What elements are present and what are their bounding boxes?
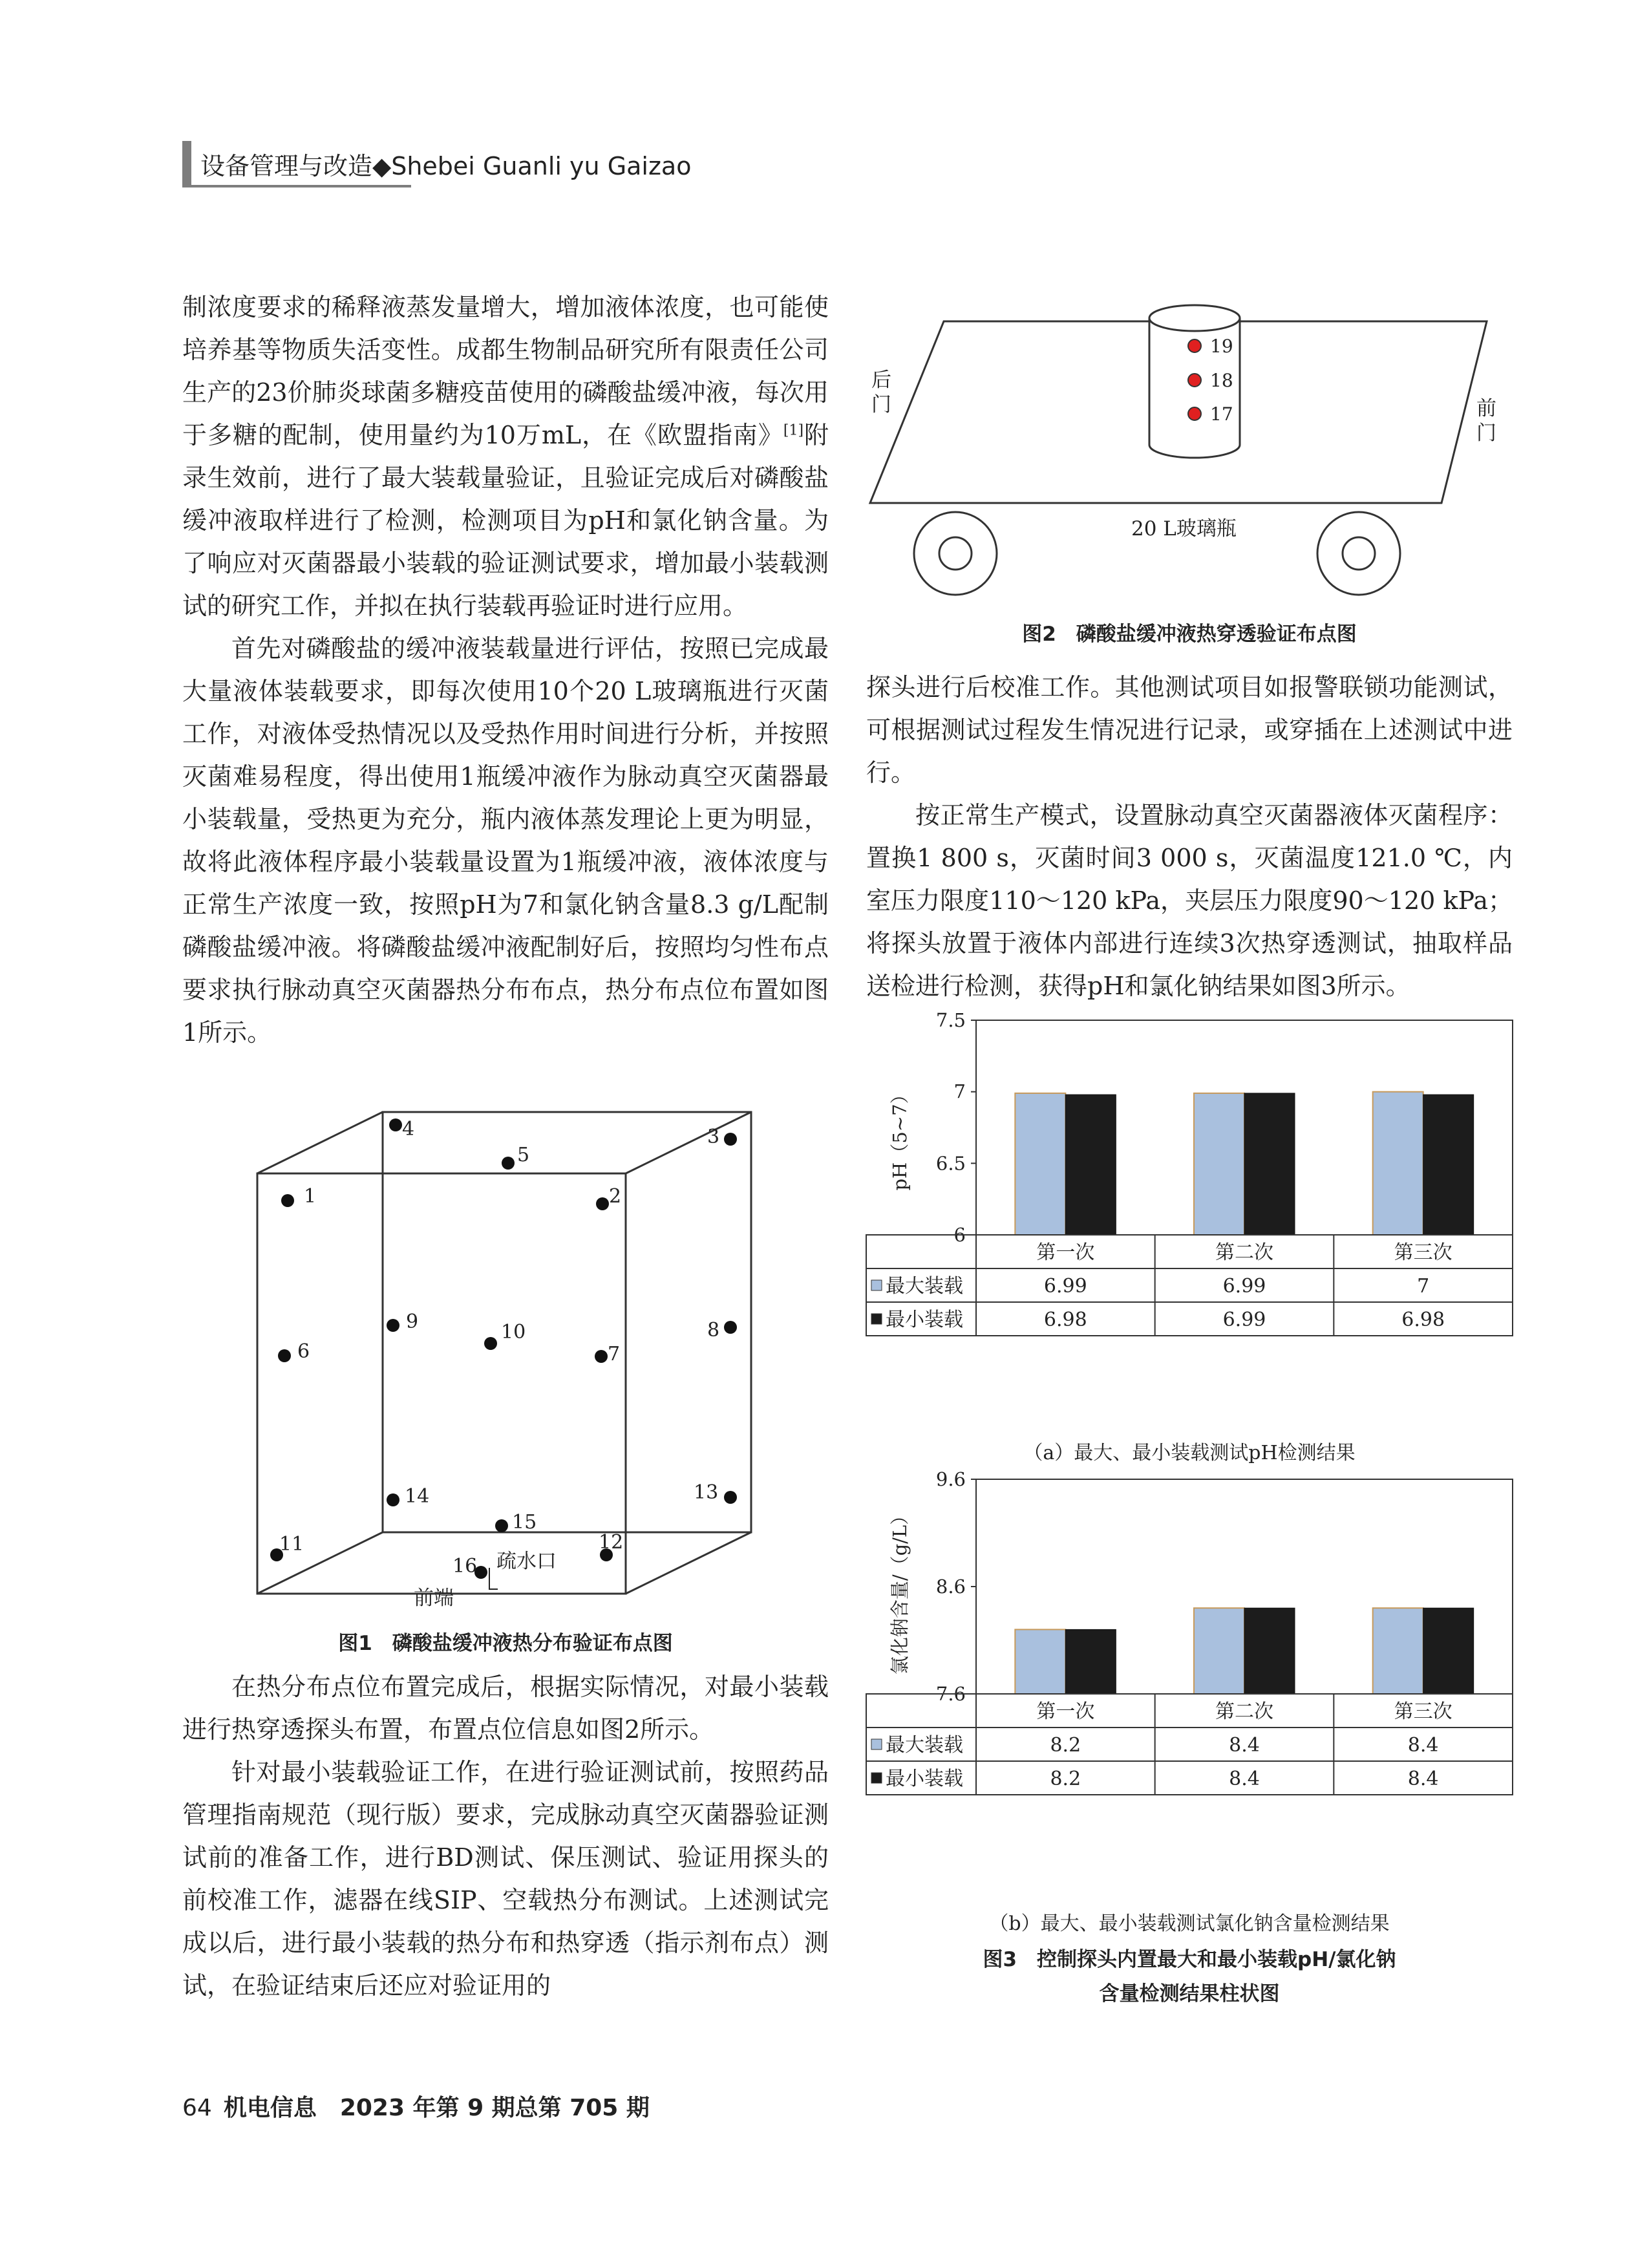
header-bar [182, 141, 191, 185]
data-label: 8.4 [1407, 1768, 1439, 1790]
paragraph: 首先对磷酸盐的缓冲液装载量进行评估，按照已完成最大量液体装载要求，即每次使用10个20 L玻璃瓶进行灭菌工作，对液体受热情况以及受热作用时间进行分析，并按照灭菌难易程度，得出使用1瓶缓冲液作为脉动真空灭菌器最小装载量，受热更为充分，瓶内液体蒸发理论上更为明显，故将此液体程序最小装载量设置为1瓶缓冲液，液体浓度与正常生产浓度一致，按照pH为7和氯化钠含量8.3 g/L配制磷酸盐缓冲液。将磷酸盐缓冲液配制好后，按照均匀性布点要求执行脉动真空灭菌器热分布布点，热分布点位布置如图1所示。 [182, 634, 829, 1047]
data-label: 8.4 [1407, 1734, 1439, 1757]
data-label: 8.4 [1229, 1768, 1260, 1790]
cube-front-face [257, 1173, 626, 1594]
front-door-label: 前门 [1476, 397, 1496, 445]
bar-min-load-3 [1423, 1095, 1474, 1235]
figure2-caption: 图2 磷酸盐缓冲液热穿透验证布点图 [1022, 623, 1357, 646]
front-label: 前端 [414, 1587, 454, 1610]
measurement-point-9 [387, 1319, 399, 1332]
point-label-3: 3 [707, 1126, 720, 1148]
bar-min-load-1 [1065, 1629, 1116, 1694]
measurement-point-1 [281, 1194, 294, 1207]
probe-label-17: 17 [1210, 403, 1233, 425]
point-label-9: 9 [406, 1311, 419, 1333]
paragraph: 针对最小装载验证工作，在进行验证测试前，按照药品管理指南规范（现行版）要求，完成脉动真空灭菌器验证测试前的准备工作，进行BD测试、保压测试、验证用探头的前校准工作，滤器在线SIP、空载热分布测试。上述测试完成以后，进行最小装载的热分布和热穿透（指示剂布点）测试，在验证结束后还应对验证用的 [182, 1758, 829, 2000]
y-tick-label: 9.6 [935, 1468, 966, 1490]
legend-label: 最小装载 [886, 1309, 963, 1331]
paragraph: 在热分布点位布置完成后，根据实际情况，对最小装载进行热穿透探头布置，布置点位信息如图2所示。 [182, 1673, 829, 1744]
data-label: 6.99 [1043, 1275, 1087, 1298]
left-column-top [182, 286, 829, 1054]
bar-min-load-1 [1065, 1095, 1116, 1235]
legend-label: 最大装载 [886, 1734, 963, 1757]
y-axis-label: pH（5~7） [889, 1085, 911, 1191]
category-label: 第二次 [1215, 1700, 1273, 1723]
legend-swatch [871, 1739, 882, 1749]
probe-point-17 [1188, 407, 1201, 420]
page-footer [182, 2090, 650, 2123]
legend-swatch [871, 1280, 882, 1290]
bar-max-load-2 [1194, 1093, 1244, 1235]
y-tick-label: 7.6 [935, 1683, 966, 1705]
bar-max-load-3 [1373, 1092, 1423, 1235]
figure1-caption: 图1 磷酸盐缓冲液热分布验证布点图 [338, 1632, 673, 1655]
probe-point-18 [1188, 374, 1201, 387]
data-label: 6.99 [1222, 1275, 1266, 1298]
point-label-12: 12 [599, 1531, 624, 1554]
data-label: 8.4 [1229, 1734, 1260, 1757]
point-label-5: 5 [517, 1144, 530, 1166]
bar-max-load-2 [1194, 1608, 1244, 1694]
category-label: 第一次 [1036, 1700, 1095, 1723]
figure1-diagram [233, 1099, 789, 1629]
figure2-diagram [860, 291, 1506, 627]
y-tick-label: 6 [953, 1224, 966, 1246]
measurement-point-4 [389, 1118, 402, 1131]
point-label-10: 10 [501, 1321, 526, 1343]
y-tick-label: 8.6 [935, 1576, 966, 1598]
data-label: 8.2 [1050, 1768, 1081, 1790]
chart-nacl-caption: （b）最大、最小装载测试氯化钠含量检测结果 [989, 1912, 1390, 1935]
figure3-caption-line2: 含量检测结果柱状图 [1099, 1982, 1280, 2006]
y-tick-label: 7 [953, 1080, 966, 1103]
measurement-point-10 [484, 1337, 497, 1350]
bar-min-load-3 [1423, 1608, 1474, 1694]
page-number: 64 [182, 2095, 212, 2121]
paragraph: 制浓度要求的稀释液蒸发量增大，增加液体浓度，也可能使培养基等物质失活变性。成都生物制品研究所有限责任公司生产的23价肺炎球菌多糖疫苗使用的磷酸盐缓冲液，每次用于多糖的配制，使用量约为10万mL，在《欧盟指南》[1]附录生效前，进行了最大装载量验证，且验证完成后对磷酸盐缓冲液取样进行了检测，检测项目为pH和氯化钠含量。为了响应对灭菌器最小装载的验证测试要求，增加最小装载测试的研究工作，并拟在执行装载再验证时进行应用。 [182, 293, 829, 620]
category-label: 第一次 [1036, 1241, 1095, 1264]
bottle-label: 20 L玻璃瓶 [1131, 517, 1237, 540]
cube-back-face [383, 1112, 751, 1532]
chart-nacl [860, 1468, 1519, 1920]
data-label: 7 [1417, 1275, 1430, 1298]
point-label-4: 4 [402, 1118, 415, 1140]
running-header: 设备管理与改造◆Shebei Guanli yu Gaizao [200, 152, 692, 180]
measurement-point-6 [278, 1349, 291, 1362]
legend-label: 最大装载 [886, 1275, 963, 1298]
point-label-8: 8 [707, 1319, 720, 1342]
measurement-point-7 [595, 1350, 608, 1363]
bar-max-load-1 [1015, 1093, 1065, 1235]
bar-max-load-3 [1373, 1608, 1423, 1694]
measurement-point-8 [724, 1321, 737, 1334]
header-underline [182, 185, 411, 187]
point-label-16: 16 [452, 1555, 478, 1578]
data-label: 6.99 [1222, 1309, 1266, 1331]
chart-ph-caption: （a）最大、最小装载测试pH检测结果 [1023, 1442, 1356, 1464]
measurement-point-5 [502, 1157, 515, 1170]
measurement-point-13 [724, 1491, 737, 1504]
paragraph: 按正常生产模式，设置脉动真空灭菌器液体灭菌程序：置换1 800 s，灭菌时间3 000 s，灭菌温度121.0 ℃，内室压力限度110～120 kPa，夹层压力限度90～120 kPa；将探头放置于液体内部进行连续3次热穿透测试，抽取样品送检进行检测，获得pH和氯化钠结果如图3所示。 [866, 801, 1513, 1000]
bar-min-load-2 [1244, 1093, 1295, 1235]
category-label: 第二次 [1215, 1241, 1273, 1264]
measurement-point-2 [596, 1197, 609, 1210]
measurement-point-14 [387, 1493, 399, 1506]
legend-swatch [871, 1314, 882, 1324]
right-column-text [866, 666, 1513, 1007]
y-axis-label: 氯化钠含量/（g/L） [889, 1506, 911, 1675]
bar-min-load-2 [1244, 1608, 1295, 1694]
measurement-point-3 [724, 1133, 737, 1146]
probe-label-19: 19 [1210, 336, 1233, 357]
left-column-bottom [182, 1665, 829, 2007]
category-label: 第三次 [1394, 1700, 1452, 1723]
paragraph: 探头进行后校准工作。其他测试项目如报警联锁功能测试，可根据测试过程发生情况进行记录，或穿插在上述测试中进行。 [866, 673, 1513, 787]
data-label: 6.98 [1043, 1309, 1087, 1331]
legend-label: 最小装载 [886, 1768, 963, 1790]
journal-info: 机电信息 2023 年第 9 期总第 705 期 [223, 2095, 650, 2121]
point-label-15: 15 [512, 1511, 537, 1534]
chart-ph [860, 1009, 1519, 1461]
citation: [1] [783, 422, 804, 439]
y-tick-label: 6.5 [935, 1152, 966, 1175]
data-label: 8.2 [1050, 1734, 1081, 1757]
point-label-2: 2 [609, 1185, 622, 1208]
probe-point-19 [1188, 339, 1201, 352]
category-label: 第三次 [1394, 1241, 1452, 1264]
back-door-label: 后门 [871, 369, 891, 416]
point-label-14: 14 [405, 1485, 430, 1508]
probe-label-18: 18 [1210, 370, 1233, 391]
figure3-caption-line1: 图3 控制探头内置最大和最小装载pH/氯化钠 [983, 1948, 1396, 1971]
point-label-7: 7 [608, 1343, 621, 1365]
point-label-13: 13 [694, 1481, 719, 1504]
point-label-11: 11 [279, 1533, 304, 1556]
point-label-6: 6 [297, 1340, 310, 1363]
bar-max-load-1 [1015, 1629, 1065, 1694]
drain-label: 疏水口 [496, 1550, 557, 1573]
legend-swatch [871, 1773, 882, 1783]
point-label-1: 1 [304, 1185, 317, 1208]
measurement-point-15 [495, 1519, 508, 1532]
data-label: 6.98 [1401, 1309, 1445, 1331]
y-tick-label: 7.5 [935, 1009, 966, 1031]
